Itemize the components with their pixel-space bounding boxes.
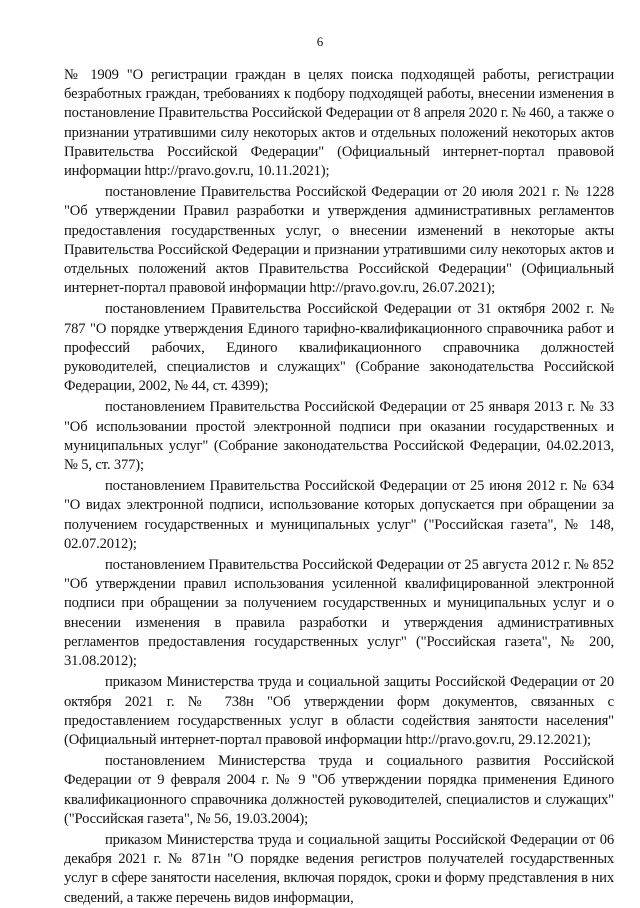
paragraph-order-738n: приказом Министерства труда и социальной защиты Российской Федерации от 20 октября 2021 г. № 738н "Об утверждении форм документов, связанных с предоставлением государственных услуг в области содействия занятости населения" (Официальный интернет-портал правовой информации http://pravo.gov.ru, 29.12.2021);	[64, 674, 614, 748]
paragraph-resolution-9: постановлением Министерства труда и социального развития Российской Федерации от 9 февраля 2004 г. № 9 "Об утверждении порядка применения Единого квалификационного справочника должностей руководителей, специалистов и служащих" ("Российская газета", № 56, 19.03.2004);	[64, 753, 614, 827]
paragraph-decree-634: постановлением Правительства Российской Федерации от 25 июня 2012 г. № 634 "О видах электронной подписи, использование которых допускается при обращении за получением государственных и муниципальных услуг" ("Российская газета", № 148, 02.07.2012);	[64, 478, 614, 552]
page-number: 6	[316, 34, 324, 49]
paragraph-decree-1909-continuation: № 1909 "О регистрации граждан в целях поиска подходящей работы, регистрации безработных граждан, требованиях к подбору подходящей работы, внесении изменения в постановление Правительства Российской Федерации от 8 апреля 2020 г. № 460, а также о признании утратившими силу некоторых актов и отдельных положений некоторых актов Правительства Российской Федерации" (Официальный интернет-портал правовой информации http://pravo.gov.ru, 10.11.2021);	[64, 67, 614, 180]
paragraph-decree-852: постановлением Правительства Российской Федерации от 25 августа 2012 г. № 852 "Об утверждении правил использования усиленной квалифицированной электронной подписи при обращении за получением государственных и муниципальных услуг и о внесении изменения в правила разработки и утверждения административных регламентов предоставления государственных услуг" ("Российская газета", № 200, 31.08.2012);	[64, 557, 614, 670]
paragraph-decree-1228: постановление Правительства Российской Федерации от 20 июля 2021 г. № 1228 "Об утверждении Правил разработки и утверждения административных регламентов предоставления государственных услуг, о внесении изменений в некоторые акты Правительства Российской Федерации и признании утратившими силу некоторых актов и отдельных положений актов Правительства Российской Федерации" (Официальный интернет-портал правовой информации http://pravo.gov.ru, 26.07.2021);	[64, 184, 614, 297]
paragraph-order-871n: приказом Министерства труда и социальной защиты Российской Федерации от 06 декабря 2021 г. № 871н "О порядке ведения регистров получателей государственных услуг в сфере занятости населения, включая порядок, сроки и форму представления в них сведений, а также перечень видов информации,	[64, 831, 614, 906]
paragraph-decree-787: постановлением Правительства Российской Федерации от 31 октября 2002 г. № 787 "О порядке утверждения Единого тарифно-квалификационного справочника работ и профессий рабочих, Единого квалификационного справочника должностей руководителей, специалистов и служащих" (Собрание законодательства Российской Федерации, 2002, № 44, ст. 4399);	[64, 301, 614, 395]
paragraph-decree-33: постановлением Правительства Российской Федерации от 25 января 2013 г. № 33 "Об использовании простой электронной подписи при оказании государственных и муниципальных услуг" (Собрание законодательства Российской Федерации, 04.02.2013, № 5, ст. 377);	[64, 399, 614, 474]
document-body	[64, 66, 614, 908]
